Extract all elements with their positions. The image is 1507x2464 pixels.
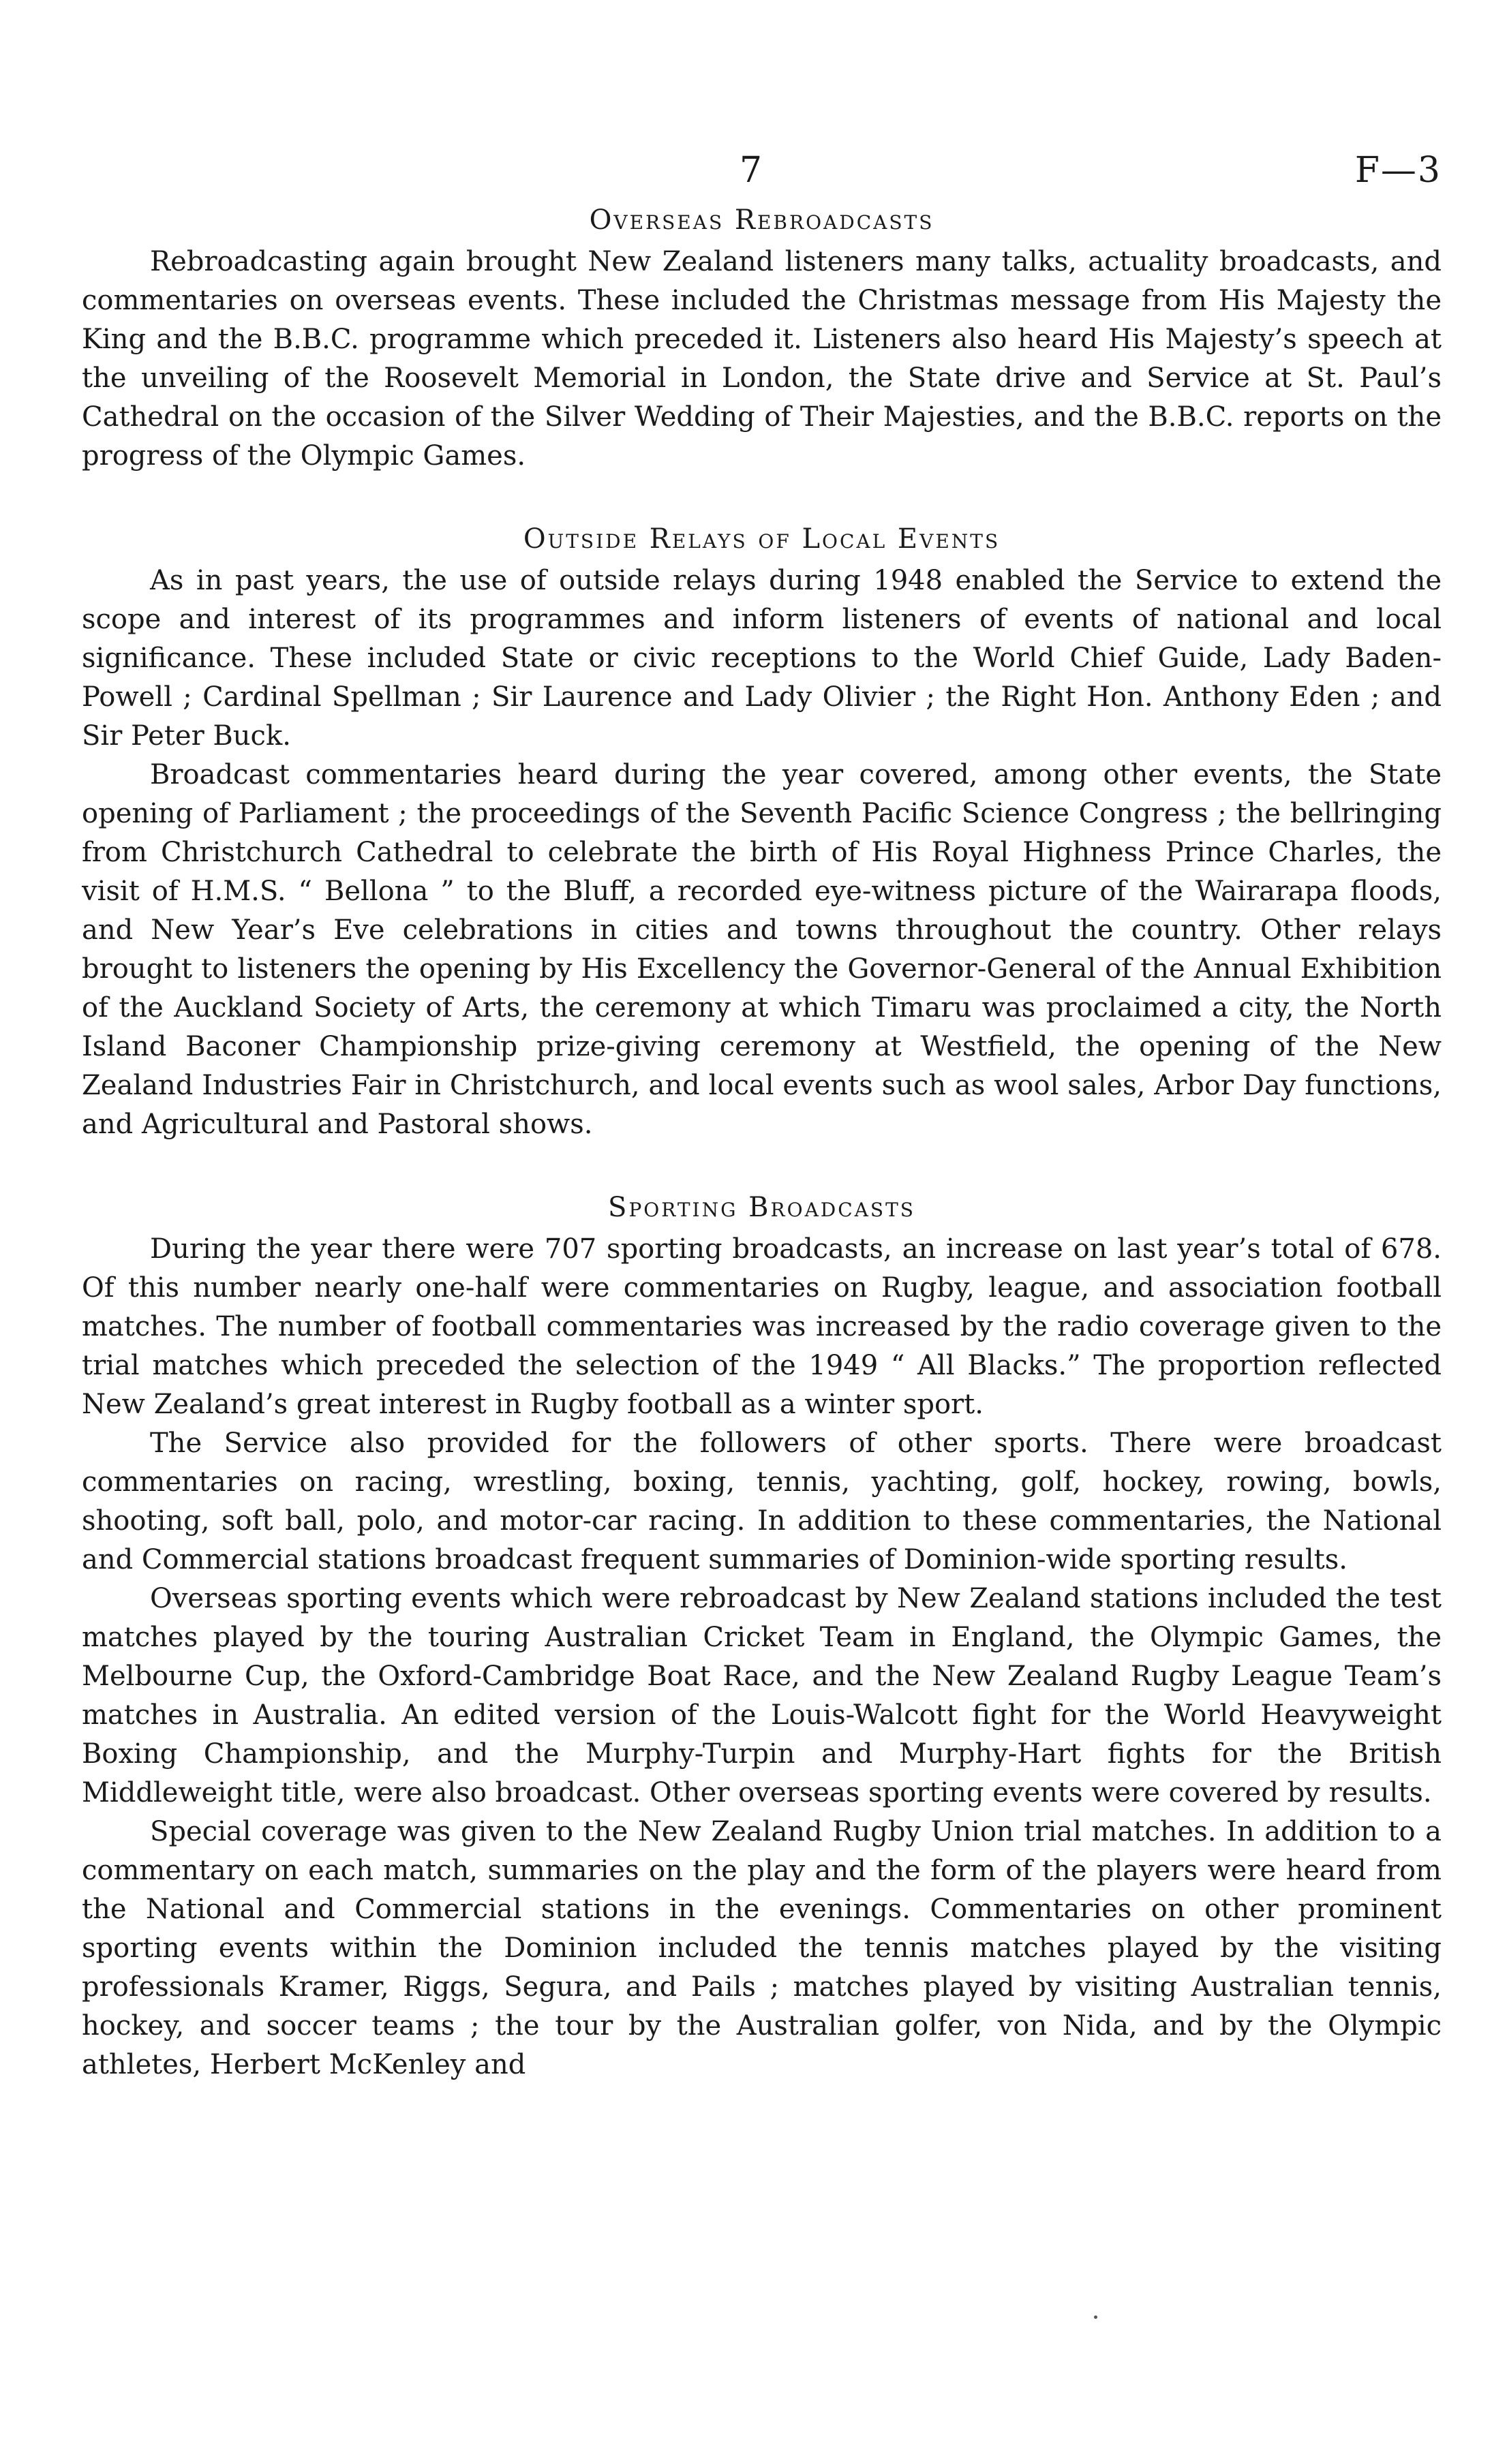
paragraph: Overseas sporting events which were rebroadcast by New Zealand stations included the test matches played by the touring Australian Cricket Team in England, the Olympic Games, the Melbourne Cup, the Oxford-Cambridge Boat Race, and the New Zealand Rugby League Team’s matches in Australia. An edited version of the Louis-Walcott fight for the World Heavyweight Boxing Championship, and the Murphy-Turpin and Murphy-Hart fights for the British Middleweight title, were also broadcast. Other overseas sporting events were covered by results.	[82, 1583, 1442, 1808]
document-reference: F—3	[1354, 150, 1442, 191]
section-heading: Sporting Broadcasts	[608, 1192, 915, 1223]
section-outside-relays	[82, 523, 1442, 1144]
section-sporting-broadcasts	[82, 1192, 1442, 2084]
stray-mark	[1094, 2315, 1097, 2319]
running-header	[82, 150, 1442, 204]
paragraph: Rebroadcasting again brought New Zealand listeners many talks, actuality broadcasts, and commentaries on overseas events. These included the Christmas message from His Majesty the King and the B.B.C. programme which preceded it. Listeners also heard His Majesty’s speech at the unveiling of the Roosevelt Memorial in London, the State drive and Service at St. Paul’s Cathedral on the occasion of the Silver Wedding of Their Majesties, and the B.B.C. reports on the progress of the Olympic Games.	[82, 246, 1442, 472]
section-heading: Outside Relays of Local Events	[523, 523, 1001, 555]
section-overseas-rebroadcasts	[82, 204, 1442, 476]
paragraph: Special coverage was given to the New Zealand Rugby Union trial matches. In addition to a commentary on each match, summaries on the play and the form of the players were heard from the National and Commercial stations in the evenings. Commentaries on other prominent sporting events within the Dominion included the tennis matches played by the visiting professionals Kramer, Riggs, Segura, and Pails ; matches played by visiting Australian tennis, hockey, and soccer teams ; the tour by the Australian golfer, von Nida, and by the Olympic athletes, Herbert McKenley and	[82, 1816, 1442, 2080]
paragraph: Broadcast commentaries heard during the year covered, among other events, the State opening of Parliament ; the proceedings of the Seventh Pacific Science Congress ; the bellringing from Christchurch Cathedral to celebrate the birth of His Royal Highness Prince Charles, the visit of H.M.S. “ Bellona ” to the Bluff, a recorded eye-witness picture of the Wairarapa floods, and New Year’s Eve celebrations in cities and towns throughout the country. Other relays brought to listeners the opening by His Excellency the Governor-General of the Annual Exhibition of the Auckland Society of Arts, the ceremony at which Timaru was proclaimed a city, the North Island Baconer Championship prize-giving ceremony at Westfield, the opening of the New Zealand Industries Fair in Christchurch, and local events such as wool sales, Arbor Day functions, and Agricultural and Pastoral shows.	[82, 759, 1442, 1140]
paragraph: The Service also provided for the followers of other sports. There were broadcast commentaries on racing, wrestling, boxing, tennis, yachting, golf, hockey, rowing, bowls, shooting, soft ball, polo, and motor-car racing. In addition to these commentaries, the National and Commercial stations broadcast frequent summaries of Dominion-wide sporting results.	[82, 1428, 1442, 1575]
paragraph: During the year there were 707 sporting broadcasts, an increase on last year’s total of 678. Of this number nearly one-half were commentaries on Rugby, league, and association football matches. The number of football commentaries was increased by the radio coverage given to the trial matches which preceded the selection of the 1949 “ All Blacks.” The proportion reflected New Zealand’s great interest in Rugby football as a winter sport.	[82, 1233, 1442, 1420]
document-page	[82, 150, 1442, 2084]
page-number: 7	[740, 150, 763, 191]
paragraph: As in past years, the use of outside relays during 1948 enabled the Service to extend the scope and interest of its programmes and inform listeners of events of national and local significance. These included State or civic receptions to the World Chief Guide, Lady Baden-Powell ; Cardinal Spellman ; Sir Laurence and Lady Olivier ; the Right Hon. Anthony Eden ; and Sir Peter Buck.	[82, 565, 1442, 752]
section-heading: Overseas Rebroadcasts	[589, 204, 934, 236]
